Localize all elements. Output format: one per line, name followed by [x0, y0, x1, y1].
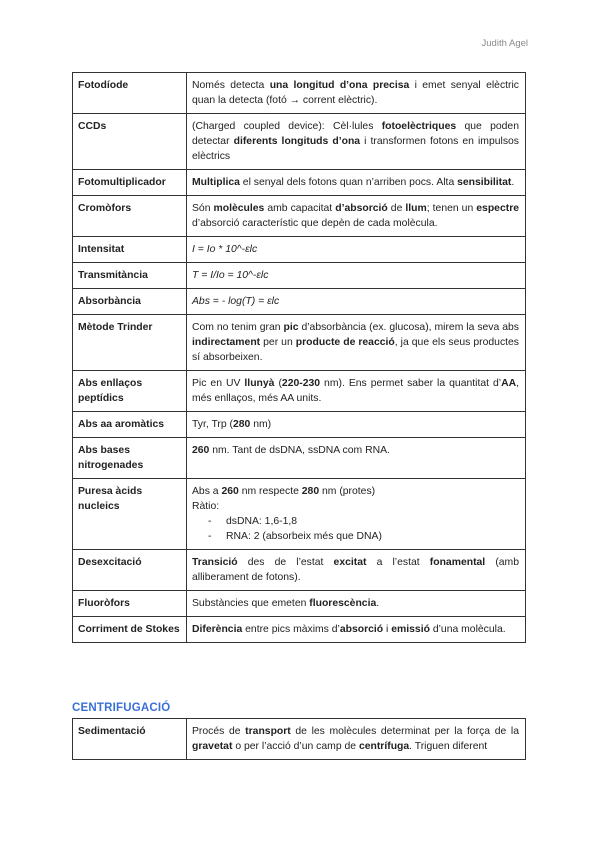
definition-cell [187, 196, 526, 237]
definition-cell [187, 237, 526, 263]
term-cell: CCDs [73, 114, 187, 170]
definition-segment: nm respecte [238, 486, 302, 497]
definition-segment: Abs a [192, 486, 222, 497]
definition-text [192, 294, 519, 309]
definition-cell [187, 479, 526, 550]
definition-segment: a l’estat [366, 557, 430, 568]
definition-text [192, 596, 519, 611]
table-row [73, 196, 526, 237]
table-row [73, 479, 526, 550]
table-row [73, 263, 526, 289]
definition-text [192, 78, 519, 108]
definition-segment: d’una molècula. [429, 624, 506, 635]
definition-segment: el senyal dels fotons quan n’arriben pocs. Alta [239, 177, 458, 188]
term-cell: Transmitància [73, 263, 187, 289]
term-cell: Corriment de Stokes [73, 617, 187, 643]
definition-segment: que poden detectar [192, 121, 519, 147]
definition-segment: de les molècules determinat per la força de la [290, 726, 519, 737]
definition-segment: d’absorció característic que depèn de cada molècula. [192, 218, 438, 229]
term-cell: Fluoròfors [73, 591, 187, 617]
definition-segment: Multiplica [192, 177, 240, 188]
definition-subline: Ràtio: [192, 501, 220, 512]
definition-segment: per un [260, 337, 296, 348]
term-cell: Fotodíode [73, 73, 187, 114]
definition-segment: nm (protes) [319, 486, 376, 497]
section-heading: CENTRIFUGACIÓ [72, 702, 171, 714]
definition-segment: d’absorció [335, 203, 388, 214]
definition-text [192, 119, 519, 164]
definition-segment: fluorescència [309, 598, 377, 609]
definition-text [192, 268, 519, 283]
definition-segment: gravetat [192, 741, 233, 752]
definition-segment: Tyr, Trp ( [192, 419, 233, 430]
table-row [73, 438, 526, 479]
definition-segment: excitat [333, 557, 367, 568]
definition-text [192, 242, 519, 257]
table-row [73, 237, 526, 263]
definition-cell [187, 73, 526, 114]
term-cell: Fotomultiplicador [73, 170, 187, 196]
definition-segment: emissió [391, 624, 430, 635]
definition-segment: Substàncies que emeten [192, 598, 310, 609]
definition-segment: indirectament [192, 337, 261, 348]
definition-segment: Pic en UV [192, 378, 245, 389]
definition-segment: una longitud d’ona precisa [269, 80, 410, 91]
definition-segment: . [511, 177, 515, 188]
definition-segment: Són [192, 203, 214, 214]
definition-segment: 280 [301, 486, 320, 497]
term-cell: Sedimentació [73, 719, 187, 760]
definition-segment: I = Io * 10^-εlc [192, 244, 258, 255]
term-cell: Abs bases nitrogenades [73, 438, 187, 479]
definition-segment: espectre [476, 203, 520, 214]
definition-cell [187, 719, 526, 760]
definition-segment: llum [405, 203, 427, 214]
definition-segment: 260 [192, 445, 210, 456]
definition-text [192, 417, 519, 432]
definition-cell [187, 263, 526, 289]
definition-text [192, 376, 519, 406]
definition-text [192, 443, 519, 458]
definition-text [192, 484, 519, 499]
definition-segment: Com no tenim gran [192, 322, 284, 333]
table-row [73, 289, 526, 315]
definition-cell [187, 170, 526, 196]
definition-segment: centrífuga [358, 741, 410, 752]
table-row [73, 412, 526, 438]
author-name: Judith Agel [481, 38, 528, 49]
definition-segment: nm. Tant de dsDNA, ssDNA com RNA. [209, 445, 390, 456]
table-row [73, 170, 526, 196]
definition-segment: AA [501, 378, 517, 389]
glossary-table-body [73, 73, 526, 643]
definition-segment: pic [283, 322, 299, 333]
definition-segment: 260 [221, 486, 239, 497]
table-row [73, 617, 526, 643]
definition-segment: 220-230 [281, 378, 321, 389]
definition-text [192, 622, 519, 637]
definition-segment: Diferència [192, 624, 243, 635]
definition-segment: nm). Ens permet saber la quantitat d’ [320, 378, 502, 389]
definition-text [192, 201, 519, 231]
table-row [73, 719, 526, 760]
definition-segment: de [387, 203, 406, 214]
definition-segment: Procés de [192, 726, 246, 737]
table-row [73, 315, 526, 371]
definition-segment: fonamental [429, 557, 486, 568]
definition-cell [187, 315, 526, 371]
definition-segment: molècules [213, 203, 265, 214]
table-row [73, 550, 526, 591]
definition-segment: o per l’acció d’un camp de [232, 741, 359, 752]
definition-segment: T = I/Io = 10^-εlc [192, 270, 269, 281]
centrifugation-table [72, 718, 526, 760]
definition-segment: . Triguen diferent [409, 741, 488, 752]
definition-segment: amb capacitat [264, 203, 336, 214]
definition-segment: i [383, 624, 392, 635]
definition-segment: (amb alliberament de fotons). [192, 557, 519, 583]
definition-text [192, 724, 519, 754]
table-row [73, 73, 526, 114]
definition-cell [187, 114, 526, 170]
definition-cell [187, 617, 526, 643]
definition-segment: i transformen fotons en impulsos elèctrics [192, 136, 520, 162]
definition-segment: 280 [233, 419, 251, 430]
table-row [73, 371, 526, 412]
table-row [73, 591, 526, 617]
list-item: - dsDNA: 1,6-1,8 [208, 514, 519, 529]
definition-segment: diferents longituds d’ona [233, 136, 361, 147]
definition-text [192, 555, 519, 585]
definition-segment: absorció [339, 624, 384, 635]
definition-segment: Només detecta [192, 80, 270, 91]
definition-text [192, 175, 519, 190]
definition-segment: d’absorbància (ex. glucosa), mirem la seva abs [298, 322, 519, 333]
definition-segment: sensibilitat [457, 177, 512, 188]
definition-segment: ; tenen un [426, 203, 477, 214]
definition-segment: des de l’estat [237, 557, 334, 568]
definition-segment: , més enllaços, més AA units. [192, 378, 519, 404]
term-cell: Intensitat [73, 237, 187, 263]
definition-cell [187, 289, 526, 315]
definition-segment: ( [274, 378, 282, 389]
term-cell: Absorbància [73, 289, 187, 315]
definition-segment: llunyà [244, 378, 275, 389]
definition-segment: i emet senyal elèctric quan la detecta (fotó → corrent elèctric). [192, 80, 519, 106]
term-cell: Mètode Trinder [73, 315, 187, 371]
definition-cell [187, 550, 526, 591]
definition-cell [187, 371, 526, 412]
term-cell: Puresa àcids nucleics [73, 479, 187, 550]
term-cell: Abs aa aromàtics [73, 412, 187, 438]
definition-segment: . [376, 598, 380, 609]
centrifugation-table-body [73, 719, 526, 760]
definition-segment: Abs = - log(T) = εlc [192, 296, 280, 307]
definition-segment: producte de reacció [295, 337, 395, 348]
definition-text [192, 320, 519, 365]
term-cell: Cromòfors [73, 196, 187, 237]
glossary-table [72, 72, 526, 643]
table-row [73, 114, 526, 170]
definition-segment: transport [245, 726, 291, 737]
definition-segment: Transició [192, 557, 238, 568]
ratio-list [192, 514, 519, 544]
definition-segment: nm) [250, 419, 272, 430]
definition-segment: (Charged coupled device): Cèl·lules [192, 121, 382, 132]
definition-cell [187, 412, 526, 438]
definition-segment: fotoelèctriques [381, 121, 457, 132]
term-cell: Desexcitació [73, 550, 187, 591]
definition-cell [187, 438, 526, 479]
definition-cell [187, 591, 526, 617]
definition-segment: entre pics màxims d’ [242, 624, 340, 635]
definition-segment: , ja que els seus productes sí absorbeixen. [192, 337, 519, 363]
term-cell: Abs enllaços peptídics [73, 371, 187, 412]
list-item: - RNA: 2 (absorbeix més que DNA) [208, 529, 519, 544]
